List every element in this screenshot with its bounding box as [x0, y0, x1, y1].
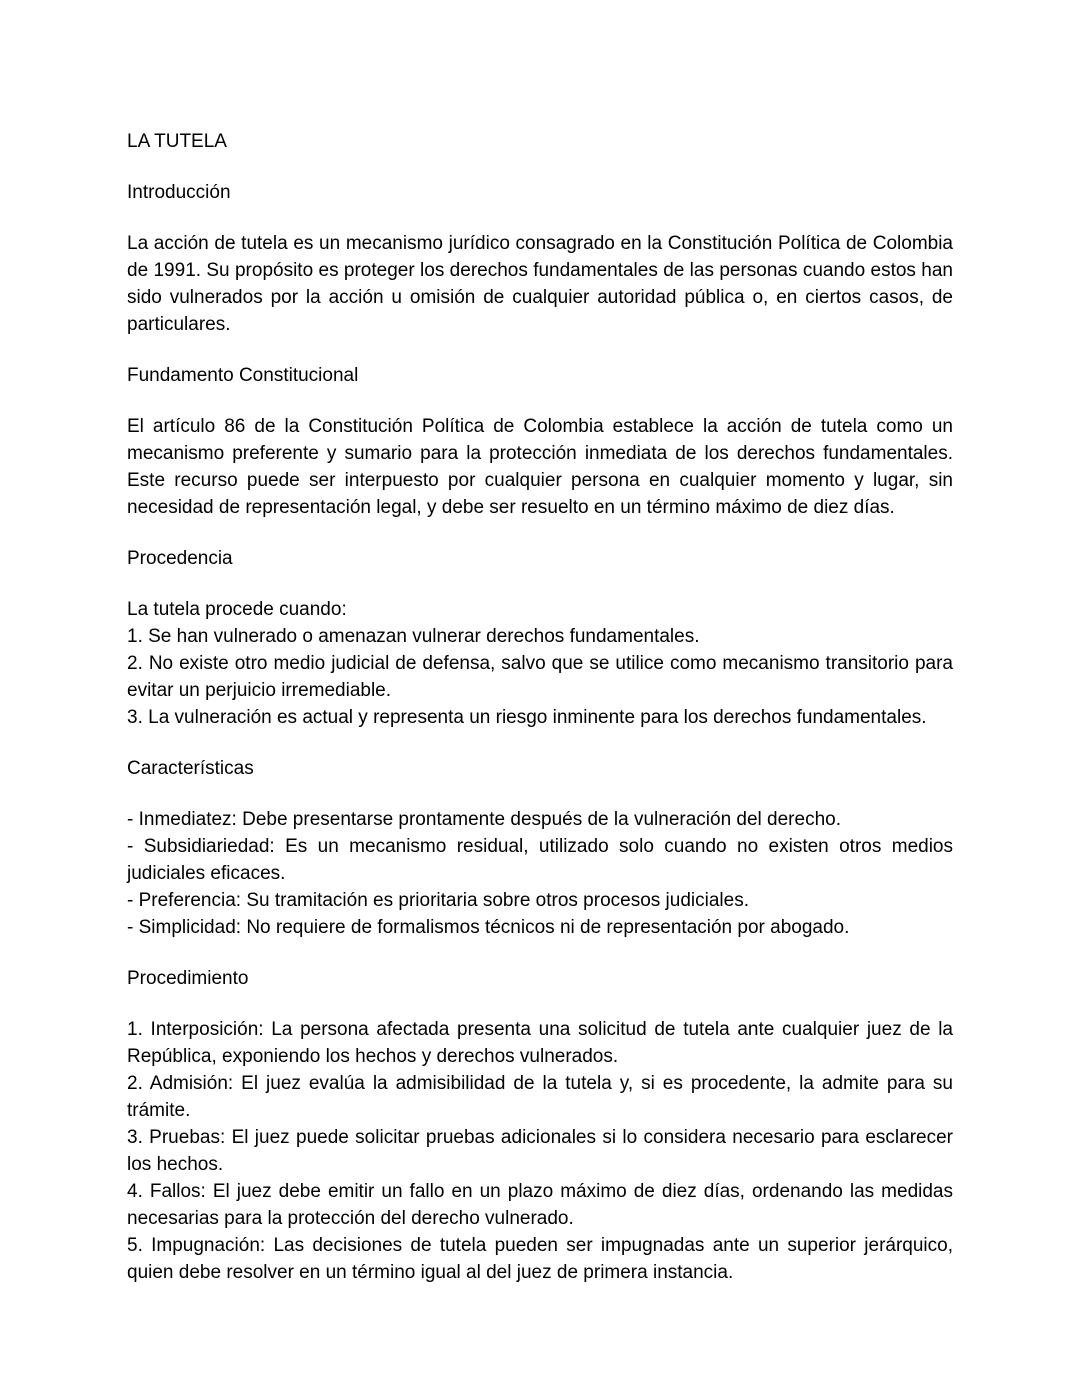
list-intro: La tutela procede cuando:: [127, 599, 347, 620]
list-item: 1. Interposición: La persona afectada presenta una solicitud de tutela ante cualquier juez de la República, exponiendo los hechos y derechos vulnerados.: [127, 1019, 953, 1067]
paragraph: La acción de tutela es un mecanismo jurídico consagrado en la Constitución Política de Colombia de 1991. Su propósito es proteger los derechos fundamentales de las personas cuando estos han sido vulnerados por la acción u omisión de cualquier autoridad pública o, en ciertos casos, de particulares.: [127, 233, 953, 335]
list-item: 3. La vulneración es actual y representa un riesgo inminente para los derechos fundamentales.: [127, 707, 927, 728]
section-heading-fundamento-constitucional: Fundamento Constitucional: [127, 365, 359, 386]
procedimiento-list-block: [127, 1016, 953, 1286]
section-heading-introduccion: Introducción: [127, 182, 231, 203]
heading-procedimiento-block: [127, 965, 953, 992]
list-item: 3. Pruebas: El juez puede solicitar pruebas adicionales si lo considera necesario para esclarecer los hechos.: [127, 1127, 953, 1175]
section-heading-procedimiento: Procedimiento: [127, 968, 249, 989]
list-item: 4. Fallos: El juez debe emitir un fallo en un plazo máximo de diez días, ordenando las medidas necesarias para la protección del derecho vulnerado.: [127, 1181, 953, 1229]
paragraph: El artículo 86 de la Constitución Política de Colombia establece la acción de tutela como un mecanismo preferente y sumario para la protección inmediata de los derechos fundamentales. Este recurso puede ser interpuesto por cualquier persona en cualquier momento y lugar, sin necesidad de representación legal, y debe ser resuelto en un término máximo de diez días.: [127, 416, 953, 518]
heading-introduccion-block: [127, 179, 953, 206]
section-heading-caracteristicas: Características: [127, 758, 254, 779]
list-item: 5. Impugnación: Las decisiones de tutela pueden ser impugnadas ante un superior jerárquico, quien debe resolver en un término igual al del juez de primera instancia.: [127, 1235, 953, 1283]
heading-procedencia-block: [127, 545, 953, 572]
list-item: 1. Se han vulnerado o amenazan vulnerar derechos fundamentales.: [127, 626, 700, 647]
list-item: - Subsidiariedad: Es un mecanismo residual, utilizado solo cuando no existen otros medios judiciales eficaces.: [127, 836, 953, 884]
list-item: - Simplicidad: No requiere de formalismos técnicos ni de representación por abogado.: [127, 917, 850, 938]
procedencia-list-block: [127, 596, 953, 731]
section-heading-procedencia: Procedencia: [127, 548, 233, 569]
document-title: LA TUTELA: [127, 131, 227, 152]
list-item: - Inmediatez: Debe presentarse prontamente después de la vulneración del derecho.: [127, 809, 841, 830]
caracteristicas-list-block: [127, 806, 953, 941]
heading-fundamento-block: [127, 362, 953, 389]
fundamento-paragraph-block: [127, 413, 953, 521]
list-item: 2. Admisión: El juez evalúa la admisibilidad de la tutela y, si es procedente, la admite para su trámite.: [127, 1073, 953, 1121]
introduccion-paragraph-block: [127, 230, 953, 338]
list-item: - Preferencia: Su tramitación es prioritaria sobre otros procesos judiciales.: [127, 890, 749, 911]
title-block: [127, 128, 953, 155]
heading-caracteristicas-block: [127, 755, 953, 782]
list-item: 2. No existe otro medio judicial de defensa, salvo que se utilice como mecanismo transitorio para evitar un perjuicio irremediable.: [127, 653, 953, 701]
